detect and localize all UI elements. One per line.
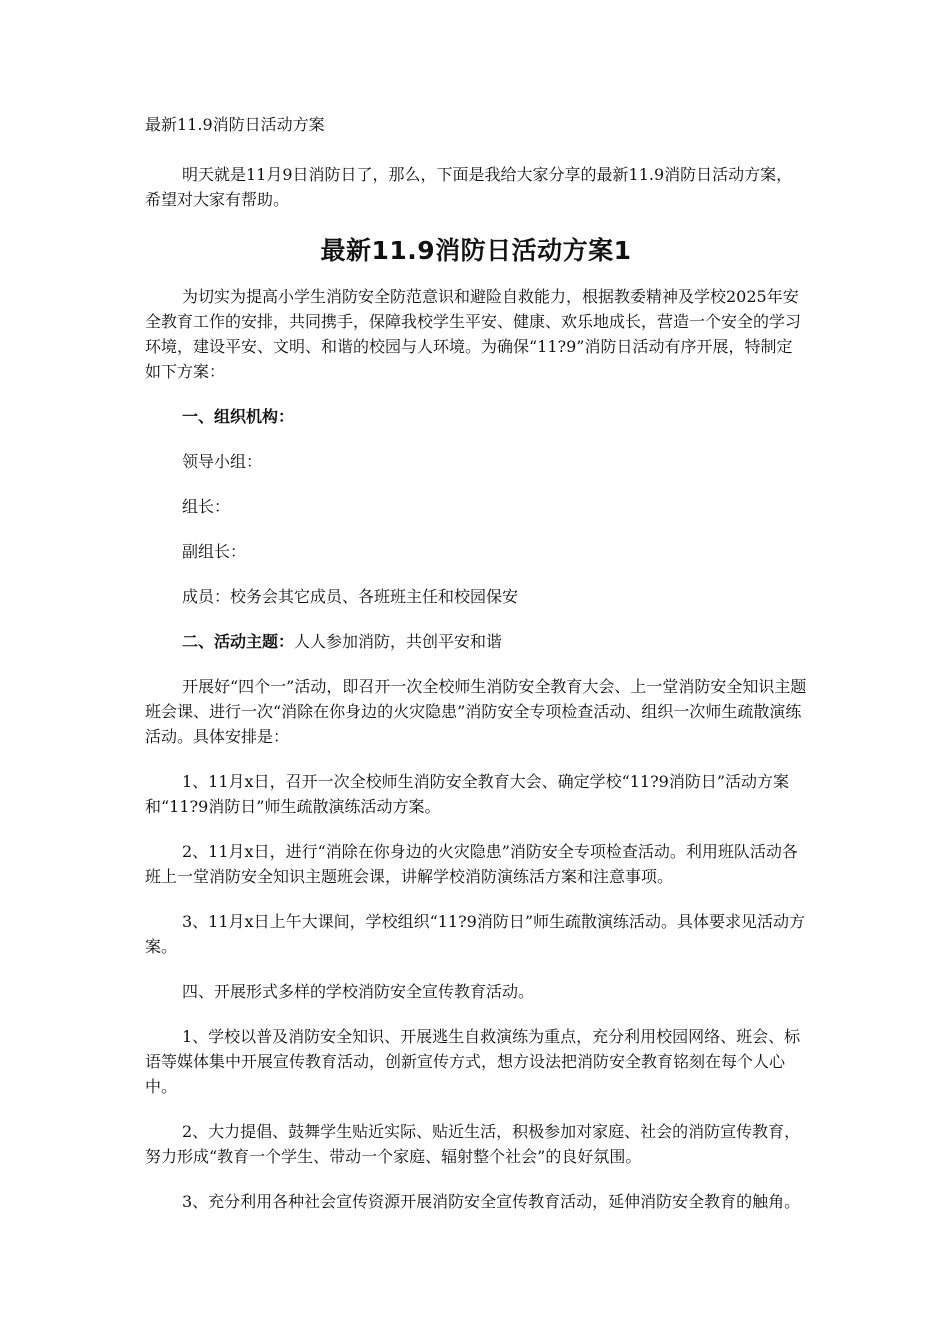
section-2-text: 人人参加消防，共创平安和谐 xyxy=(294,632,503,651)
publicity-item-2: 2、大力提倡、鼓舞学生贴近实际、贴近生活，积极参加对家庭、社会的消防宣传教育，努力形成“教育一个学生、带动一个家庭、辐射整个社会”的良好氛围。 xyxy=(145,1122,801,1166)
activities-paragraph: 开展好“四个一”活动，即召开一次全校师生消防安全教育大会、上一堂消防安全知识主题班会课、进行一次“消除在你身边的火灾隐患”消防安全专项检查活动、组织一次师生疏散演练活动。具体安排是： xyxy=(145,677,807,746)
schedule-item-3: 3、11月x日上午大课间，学校组织“11?9消防日”师生疏散演练活动。具体要求见活动方案。 xyxy=(145,912,806,956)
section-2-label: 二、活动主题： xyxy=(182,632,295,651)
publicity-item-3: 3、充分利用各种社会宣传资源开展消防安全宣传教育活动，延伸消防安全教育的触角。 xyxy=(182,1192,801,1211)
section-1-heading: 一、组织机构： xyxy=(182,407,295,426)
document-title: 最新11.9消防日活动方案 xyxy=(145,115,325,134)
purpose-paragraph: 为切实为提高小学生消防安全防范意识和避险自救能力，根据教委精神及学校2025年安全教育工作的安排，共同携手，保障我校学生平安、健康、欢乐地成长，营造一个安全的学习环境，建设平安、文明、和谐的校园与人环境。为确保“11?9”消防日活动有序开展，特制定如下方案： xyxy=(145,287,802,381)
schedule-item-1: 1、11月x日，召开一次全校师生消防安全教育大会、确定学校“11?9消防日”活动方案和“11?9消防日”师生疏散演练活动方案。 xyxy=(145,772,790,816)
intro-paragraph: 明天就是11月9日消防日了，那么，下面是我给大家分享的最新11.9消防日活动方案，希望对大家有帮助。 xyxy=(145,165,793,209)
section-4-heading: 四、开展形式多样的学校消防安全宣传教育活动。 xyxy=(182,982,535,1001)
leader-line: 组长： xyxy=(182,497,231,516)
members-line: 成员：校务会其它成员、各班班主任和校园保安 xyxy=(182,587,519,606)
vice-leader-line: 副组长： xyxy=(182,542,247,561)
schedule-item-2: 2、11月x日，进行“消除在你身边的火灾隐患”消防安全专项检查活动。利用班队活动各班上一堂消防安全知识主题班会课，讲解学校消防演练活方案和注意事项。 xyxy=(145,842,798,886)
section-heading: 最新11.9消防日活动方案1 xyxy=(320,236,632,265)
section-2-line xyxy=(145,629,807,654)
document-body xyxy=(145,112,807,1234)
publicity-item-1: 1、学校以普及消防安全知识、开展逃生自救演练为重点，充分利用校园网络、班会、标语等媒体集中开展宣传教育活动，创新宣传方式，想方设法把消防安全教育铭刻在每个人心中。 xyxy=(145,1027,801,1096)
leader-group-line: 领导小组： xyxy=(182,452,263,471)
